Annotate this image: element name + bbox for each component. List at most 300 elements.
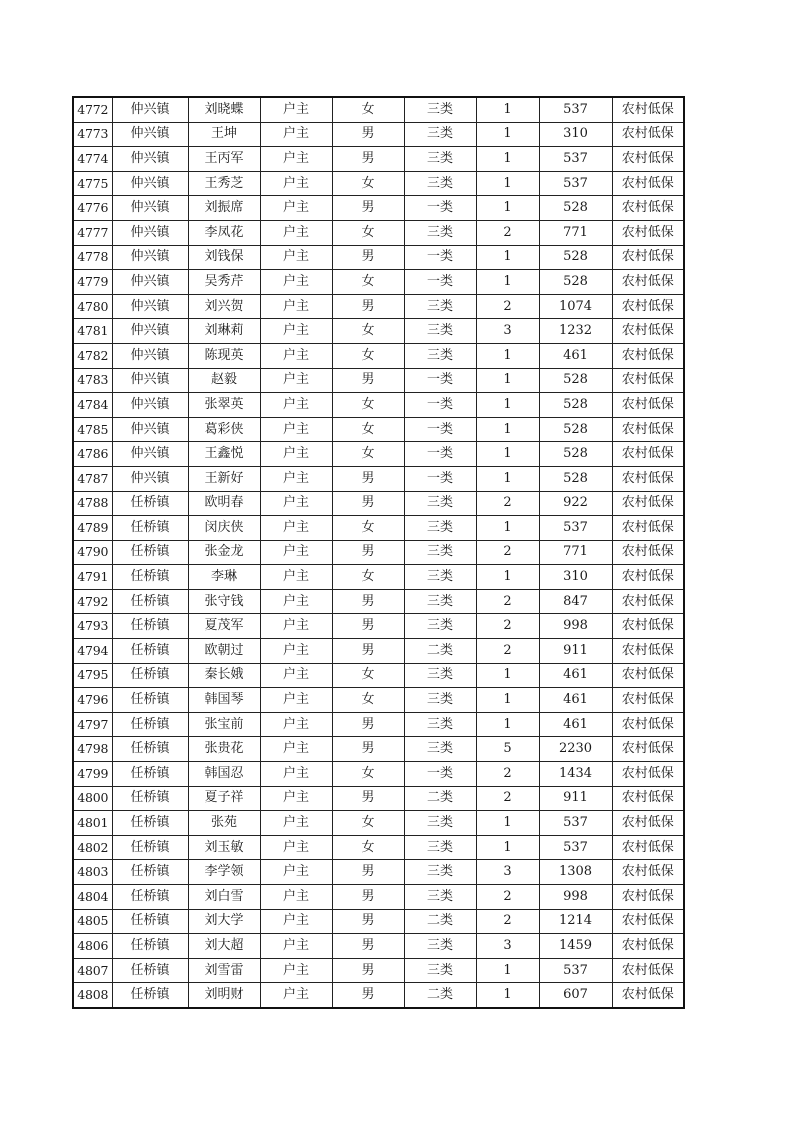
cell-amount: 461 bbox=[539, 712, 612, 737]
cell-category: 三类 bbox=[404, 663, 476, 688]
cell-persons: 3 bbox=[476, 934, 539, 959]
cell-persons: 1 bbox=[476, 835, 539, 860]
cell-type: 农村低保 bbox=[612, 934, 684, 959]
cell-persons: 2 bbox=[476, 614, 539, 639]
cell-gender: 女 bbox=[332, 688, 404, 713]
cell-name: 刘琳莉 bbox=[188, 319, 260, 344]
cell-amount: 528 bbox=[539, 245, 612, 270]
cell-type: 农村低保 bbox=[612, 270, 684, 295]
cell-amount: 310 bbox=[539, 565, 612, 590]
cell-category: 一类 bbox=[404, 442, 476, 467]
cell-type: 农村低保 bbox=[612, 393, 684, 418]
cell-persons: 1 bbox=[476, 368, 539, 393]
cell-no: 4796 bbox=[73, 688, 112, 713]
table-row bbox=[73, 540, 684, 565]
cell-town: 任桥镇 bbox=[112, 860, 188, 885]
cell-town: 任桥镇 bbox=[112, 885, 188, 910]
cell-amount: 528 bbox=[539, 196, 612, 221]
cell-type: 农村低保 bbox=[612, 368, 684, 393]
cell-relation: 户主 bbox=[260, 983, 332, 1008]
cell-amount: 1434 bbox=[539, 762, 612, 787]
table-row bbox=[73, 393, 684, 418]
cell-category: 三类 bbox=[404, 220, 476, 245]
cell-name: 王秀芝 bbox=[188, 171, 260, 196]
cell-category: 二类 bbox=[404, 983, 476, 1008]
cell-gender: 男 bbox=[332, 614, 404, 639]
cell-town: 仲兴镇 bbox=[112, 442, 188, 467]
cell-persons: 3 bbox=[476, 319, 539, 344]
cell-gender: 女 bbox=[332, 171, 404, 196]
cell-category: 一类 bbox=[404, 762, 476, 787]
cell-gender: 男 bbox=[332, 860, 404, 885]
cell-town: 任桥镇 bbox=[112, 737, 188, 762]
cell-no: 4777 bbox=[73, 220, 112, 245]
cell-no: 4790 bbox=[73, 540, 112, 565]
cell-relation: 户主 bbox=[260, 245, 332, 270]
table-row bbox=[73, 639, 684, 664]
cell-relation: 户主 bbox=[260, 712, 332, 737]
cell-gender: 男 bbox=[332, 885, 404, 910]
cell-amount: 998 bbox=[539, 885, 612, 910]
cell-gender: 男 bbox=[332, 934, 404, 959]
cell-relation: 户主 bbox=[260, 97, 332, 122]
cell-relation: 户主 bbox=[260, 540, 332, 565]
cell-name: 张金龙 bbox=[188, 540, 260, 565]
cell-no: 4799 bbox=[73, 762, 112, 787]
cell-gender: 男 bbox=[332, 196, 404, 221]
cell-type: 农村低保 bbox=[612, 196, 684, 221]
cell-type: 农村低保 bbox=[612, 688, 684, 713]
cell-gender: 女 bbox=[332, 270, 404, 295]
cell-no: 4806 bbox=[73, 934, 112, 959]
cell-type: 农村低保 bbox=[612, 466, 684, 491]
cell-type: 农村低保 bbox=[612, 294, 684, 319]
cell-town: 仲兴镇 bbox=[112, 343, 188, 368]
cell-town: 仲兴镇 bbox=[112, 147, 188, 172]
cell-category: 三类 bbox=[404, 97, 476, 122]
cell-type: 农村低保 bbox=[612, 639, 684, 664]
table-row bbox=[73, 786, 684, 811]
cell-category: 三类 bbox=[404, 147, 476, 172]
cell-no: 4804 bbox=[73, 885, 112, 910]
cell-no: 4782 bbox=[73, 343, 112, 368]
cell-no: 4800 bbox=[73, 786, 112, 811]
cell-name: 陈现英 bbox=[188, 343, 260, 368]
cell-category: 三类 bbox=[404, 958, 476, 983]
cell-town: 仲兴镇 bbox=[112, 368, 188, 393]
cell-town: 仲兴镇 bbox=[112, 466, 188, 491]
cell-type: 农村低保 bbox=[612, 614, 684, 639]
cell-relation: 户主 bbox=[260, 417, 332, 442]
cell-persons: 1 bbox=[476, 343, 539, 368]
cell-no: 4801 bbox=[73, 811, 112, 836]
cell-category: 三类 bbox=[404, 737, 476, 762]
cell-name: 李学领 bbox=[188, 860, 260, 885]
cell-relation: 户主 bbox=[260, 147, 332, 172]
cell-name: 李凤花 bbox=[188, 220, 260, 245]
cell-amount: 911 bbox=[539, 786, 612, 811]
cell-amount: 537 bbox=[539, 516, 612, 541]
cell-gender: 男 bbox=[332, 147, 404, 172]
table-row bbox=[73, 712, 684, 737]
cell-town: 任桥镇 bbox=[112, 688, 188, 713]
cell-type: 农村低保 bbox=[612, 319, 684, 344]
cell-category: 三类 bbox=[404, 811, 476, 836]
cell-type: 农村低保 bbox=[612, 97, 684, 122]
table-row bbox=[73, 220, 684, 245]
cell-category: 三类 bbox=[404, 122, 476, 147]
cell-category: 三类 bbox=[404, 885, 476, 910]
table-row bbox=[73, 147, 684, 172]
cell-amount: 607 bbox=[539, 983, 612, 1008]
table-row bbox=[73, 885, 684, 910]
cell-category: 三类 bbox=[404, 712, 476, 737]
cell-relation: 户主 bbox=[260, 368, 332, 393]
cell-amount: 537 bbox=[539, 811, 612, 836]
cell-type: 农村低保 bbox=[612, 171, 684, 196]
cell-persons: 1 bbox=[476, 97, 539, 122]
cell-gender: 男 bbox=[332, 540, 404, 565]
cell-gender: 男 bbox=[332, 958, 404, 983]
cell-type: 农村低保 bbox=[612, 762, 684, 787]
cell-amount: 847 bbox=[539, 589, 612, 614]
cell-persons: 1 bbox=[476, 688, 539, 713]
cell-amount: 1074 bbox=[539, 294, 612, 319]
cell-gender: 女 bbox=[332, 220, 404, 245]
cell-category: 三类 bbox=[404, 540, 476, 565]
cell-persons: 1 bbox=[476, 270, 539, 295]
cell-gender: 男 bbox=[332, 491, 404, 516]
cell-relation: 户主 bbox=[260, 663, 332, 688]
cell-persons: 3 bbox=[476, 860, 539, 885]
cell-persons: 2 bbox=[476, 589, 539, 614]
cell-name: 刘玉敏 bbox=[188, 835, 260, 860]
cell-name: 葛彩侠 bbox=[188, 417, 260, 442]
cell-persons: 1 bbox=[476, 663, 539, 688]
cell-no: 4772 bbox=[73, 97, 112, 122]
cell-category: 三类 bbox=[404, 688, 476, 713]
cell-gender: 女 bbox=[332, 417, 404, 442]
cell-name: 刘振席 bbox=[188, 196, 260, 221]
cell-persons: 1 bbox=[476, 147, 539, 172]
cell-amount: 537 bbox=[539, 97, 612, 122]
cell-town: 仲兴镇 bbox=[112, 220, 188, 245]
cell-type: 农村低保 bbox=[612, 811, 684, 836]
cell-amount: 911 bbox=[539, 639, 612, 664]
cell-persons: 1 bbox=[476, 196, 539, 221]
cell-no: 4786 bbox=[73, 442, 112, 467]
cell-town: 任桥镇 bbox=[112, 614, 188, 639]
cell-relation: 户主 bbox=[260, 220, 332, 245]
document-page bbox=[72, 96, 683, 1008]
cell-name: 张守钱 bbox=[188, 589, 260, 614]
cell-amount: 528 bbox=[539, 417, 612, 442]
cell-persons: 2 bbox=[476, 540, 539, 565]
cell-persons: 5 bbox=[476, 737, 539, 762]
cell-town: 任桥镇 bbox=[112, 934, 188, 959]
table-row bbox=[73, 762, 684, 787]
cell-relation: 户主 bbox=[260, 589, 332, 614]
cell-name: 闵庆侠 bbox=[188, 516, 260, 541]
cell-relation: 户主 bbox=[260, 934, 332, 959]
table-row bbox=[73, 319, 684, 344]
table-row bbox=[73, 688, 684, 713]
cell-gender: 女 bbox=[332, 97, 404, 122]
cell-relation: 户主 bbox=[260, 762, 332, 787]
cell-persons: 1 bbox=[476, 393, 539, 418]
cell-category: 三类 bbox=[404, 614, 476, 639]
cell-category: 三类 bbox=[404, 343, 476, 368]
cell-persons: 1 bbox=[476, 712, 539, 737]
cell-name: 刘大学 bbox=[188, 909, 260, 934]
cell-type: 农村低保 bbox=[612, 540, 684, 565]
cell-persons: 1 bbox=[476, 811, 539, 836]
cell-category: 三类 bbox=[404, 835, 476, 860]
cell-persons: 1 bbox=[476, 565, 539, 590]
cell-amount: 528 bbox=[539, 442, 612, 467]
cell-category: 一类 bbox=[404, 466, 476, 491]
cell-type: 农村低保 bbox=[612, 442, 684, 467]
cell-town: 任桥镇 bbox=[112, 786, 188, 811]
table-row bbox=[73, 565, 684, 590]
table-row bbox=[73, 368, 684, 393]
cell-amount: 1232 bbox=[539, 319, 612, 344]
cell-no: 4794 bbox=[73, 639, 112, 664]
table-row bbox=[73, 958, 684, 983]
cell-persons: 1 bbox=[476, 983, 539, 1008]
cell-persons: 2 bbox=[476, 294, 539, 319]
cell-no: 4795 bbox=[73, 663, 112, 688]
cell-name: 秦长娥 bbox=[188, 663, 260, 688]
cell-relation: 户主 bbox=[260, 909, 332, 934]
cell-category: 二类 bbox=[404, 786, 476, 811]
cell-category: 一类 bbox=[404, 417, 476, 442]
table-row bbox=[73, 417, 684, 442]
cell-type: 农村低保 bbox=[612, 565, 684, 590]
cell-town: 任桥镇 bbox=[112, 811, 188, 836]
cell-no: 4807 bbox=[73, 958, 112, 983]
cell-type: 农村低保 bbox=[612, 220, 684, 245]
cell-name: 欧朝过 bbox=[188, 639, 260, 664]
cell-town: 仲兴镇 bbox=[112, 319, 188, 344]
cell-gender: 女 bbox=[332, 516, 404, 541]
cell-type: 农村低保 bbox=[612, 417, 684, 442]
table-row bbox=[73, 294, 684, 319]
cell-amount: 537 bbox=[539, 835, 612, 860]
cell-no: 4797 bbox=[73, 712, 112, 737]
cell-gender: 女 bbox=[332, 835, 404, 860]
cell-relation: 户主 bbox=[260, 958, 332, 983]
cell-category: 三类 bbox=[404, 860, 476, 885]
cell-relation: 户主 bbox=[260, 491, 332, 516]
cell-relation: 户主 bbox=[260, 294, 332, 319]
table-row bbox=[73, 737, 684, 762]
cell-type: 农村低保 bbox=[612, 589, 684, 614]
cell-town: 任桥镇 bbox=[112, 909, 188, 934]
cell-persons: 1 bbox=[476, 442, 539, 467]
cell-no: 4783 bbox=[73, 368, 112, 393]
cell-category: 三类 bbox=[404, 491, 476, 516]
cell-amount: 528 bbox=[539, 368, 612, 393]
cell-name: 王新好 bbox=[188, 466, 260, 491]
cell-town: 仲兴镇 bbox=[112, 196, 188, 221]
cell-relation: 户主 bbox=[260, 835, 332, 860]
cell-amount: 537 bbox=[539, 958, 612, 983]
cell-persons: 2 bbox=[476, 491, 539, 516]
cell-category: 一类 bbox=[404, 368, 476, 393]
cell-relation: 户主 bbox=[260, 319, 332, 344]
cell-type: 农村低保 bbox=[612, 909, 684, 934]
cell-gender: 女 bbox=[332, 343, 404, 368]
cell-amount: 922 bbox=[539, 491, 612, 516]
cell-category: 二类 bbox=[404, 909, 476, 934]
cell-town: 任桥镇 bbox=[112, 540, 188, 565]
cell-type: 农村低保 bbox=[612, 958, 684, 983]
cell-no: 4785 bbox=[73, 417, 112, 442]
table-row bbox=[73, 343, 684, 368]
cell-relation: 户主 bbox=[260, 860, 332, 885]
cell-gender: 男 bbox=[332, 712, 404, 737]
cell-gender: 男 bbox=[332, 983, 404, 1008]
cell-relation: 户主 bbox=[260, 688, 332, 713]
cell-gender: 女 bbox=[332, 442, 404, 467]
cell-amount: 528 bbox=[539, 466, 612, 491]
cell-gender: 女 bbox=[332, 393, 404, 418]
cell-amount: 1214 bbox=[539, 909, 612, 934]
cell-no: 4778 bbox=[73, 245, 112, 270]
cell-type: 农村低保 bbox=[612, 786, 684, 811]
cell-relation: 户主 bbox=[260, 811, 332, 836]
cell-amount: 310 bbox=[539, 122, 612, 147]
cell-no: 4789 bbox=[73, 516, 112, 541]
table-row bbox=[73, 909, 684, 934]
cell-town: 仲兴镇 bbox=[112, 294, 188, 319]
cell-type: 农村低保 bbox=[612, 885, 684, 910]
cell-gender: 男 bbox=[332, 466, 404, 491]
cell-amount: 2230 bbox=[539, 737, 612, 762]
table-row bbox=[73, 122, 684, 147]
cell-gender: 男 bbox=[332, 368, 404, 393]
cell-amount: 1459 bbox=[539, 934, 612, 959]
cell-relation: 户主 bbox=[260, 885, 332, 910]
cell-amount: 771 bbox=[539, 540, 612, 565]
cell-type: 农村低保 bbox=[612, 491, 684, 516]
cell-town: 任桥镇 bbox=[112, 762, 188, 787]
cell-town: 任桥镇 bbox=[112, 516, 188, 541]
cell-amount: 537 bbox=[539, 147, 612, 172]
cell-gender: 男 bbox=[332, 639, 404, 664]
cell-persons: 2 bbox=[476, 786, 539, 811]
cell-no: 4775 bbox=[73, 171, 112, 196]
table-row bbox=[73, 663, 684, 688]
cell-persons: 2 bbox=[476, 762, 539, 787]
cell-name: 王丙军 bbox=[188, 147, 260, 172]
cell-type: 农村低保 bbox=[612, 860, 684, 885]
cell-gender: 男 bbox=[332, 122, 404, 147]
cell-gender: 女 bbox=[332, 319, 404, 344]
cell-no: 4808 bbox=[73, 983, 112, 1008]
cell-no: 4784 bbox=[73, 393, 112, 418]
cell-amount: 1308 bbox=[539, 860, 612, 885]
cell-no: 4773 bbox=[73, 122, 112, 147]
cell-persons: 2 bbox=[476, 220, 539, 245]
table-row bbox=[73, 860, 684, 885]
cell-gender: 女 bbox=[332, 565, 404, 590]
table-row bbox=[73, 442, 684, 467]
cell-gender: 男 bbox=[332, 245, 404, 270]
table-row bbox=[73, 835, 684, 860]
cell-persons: 2 bbox=[476, 909, 539, 934]
cell-gender: 男 bbox=[332, 909, 404, 934]
cell-town: 任桥镇 bbox=[112, 835, 188, 860]
assistance-recipients-table bbox=[72, 96, 685, 1009]
cell-town: 仲兴镇 bbox=[112, 270, 188, 295]
cell-town: 任桥镇 bbox=[112, 565, 188, 590]
cell-relation: 户主 bbox=[260, 442, 332, 467]
table-row bbox=[73, 196, 684, 221]
cell-name: 张苑 bbox=[188, 811, 260, 836]
cell-amount: 528 bbox=[539, 393, 612, 418]
cell-name: 李琳 bbox=[188, 565, 260, 590]
cell-town: 任桥镇 bbox=[112, 958, 188, 983]
cell-name: 王坤 bbox=[188, 122, 260, 147]
cell-type: 农村低保 bbox=[612, 983, 684, 1008]
cell-name: 欧明春 bbox=[188, 491, 260, 516]
cell-no: 4776 bbox=[73, 196, 112, 221]
cell-category: 二类 bbox=[404, 639, 476, 664]
cell-no: 4788 bbox=[73, 491, 112, 516]
table-row bbox=[73, 811, 684, 836]
cell-no: 4791 bbox=[73, 565, 112, 590]
table-row bbox=[73, 245, 684, 270]
cell-name: 夏茂军 bbox=[188, 614, 260, 639]
cell-persons: 1 bbox=[476, 516, 539, 541]
cell-category: 一类 bbox=[404, 245, 476, 270]
cell-relation: 户主 bbox=[260, 565, 332, 590]
cell-town: 任桥镇 bbox=[112, 983, 188, 1008]
cell-town: 仲兴镇 bbox=[112, 417, 188, 442]
cell-relation: 户主 bbox=[260, 393, 332, 418]
cell-name: 刘钱保 bbox=[188, 245, 260, 270]
table-row bbox=[73, 934, 684, 959]
cell-no: 4779 bbox=[73, 270, 112, 295]
cell-category: 三类 bbox=[404, 294, 476, 319]
cell-persons: 1 bbox=[476, 171, 539, 196]
cell-category: 一类 bbox=[404, 196, 476, 221]
table-row bbox=[73, 589, 684, 614]
cell-name: 刘雪雷 bbox=[188, 958, 260, 983]
table-row bbox=[73, 97, 684, 122]
cell-name: 张贵花 bbox=[188, 737, 260, 762]
cell-persons: 2 bbox=[476, 639, 539, 664]
cell-type: 农村低保 bbox=[612, 712, 684, 737]
cell-no: 4798 bbox=[73, 737, 112, 762]
cell-town: 仲兴镇 bbox=[112, 171, 188, 196]
cell-category: 一类 bbox=[404, 270, 476, 295]
cell-category: 三类 bbox=[404, 516, 476, 541]
cell-persons: 2 bbox=[476, 885, 539, 910]
cell-relation: 户主 bbox=[260, 516, 332, 541]
cell-type: 农村低保 bbox=[612, 835, 684, 860]
cell-amount: 461 bbox=[539, 663, 612, 688]
cell-name: 刘兴贺 bbox=[188, 294, 260, 319]
cell-amount: 461 bbox=[539, 688, 612, 713]
cell-type: 农村低保 bbox=[612, 516, 684, 541]
cell-category: 三类 bbox=[404, 934, 476, 959]
cell-name: 韩国忍 bbox=[188, 762, 260, 787]
cell-persons: 1 bbox=[476, 958, 539, 983]
cell-type: 农村低保 bbox=[612, 122, 684, 147]
